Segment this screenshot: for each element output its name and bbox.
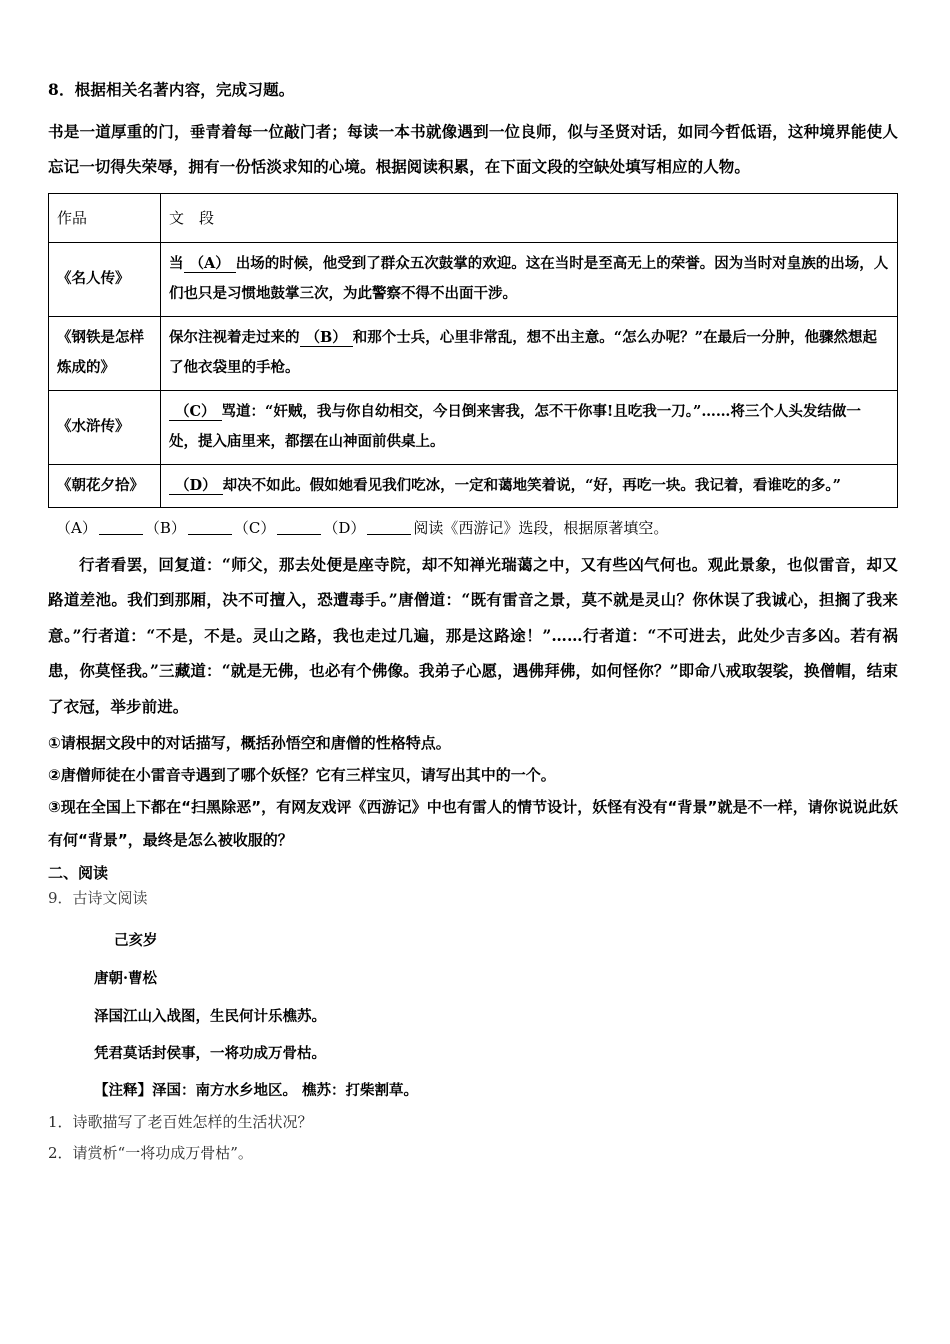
section-2-heading: 二、阅读 (48, 863, 109, 882)
sub-question-3: ③现在全国上下都在“扫黑除恶”，有网友戏评《西游记》中也有雷人的情节设计，妖怪有没有“背景”就是不一样，请你说说此妖有何“背景”，最终是怎么被收服的？ (48, 798, 898, 849)
passage-text-after: 骂道：“奸贼，我与你自幼相交，今日倒来害我，怎不干你事!且吃我一刀。”……将三个人头发结做一处，提入庙里来，都摆在山神面前供桌上。 (169, 402, 861, 451)
poem-note: 【注释】泽国：南方水乡地区。 樵苏：打柴割草。 (94, 1082, 419, 1100)
poem-author: 唐朝·曹松 (94, 969, 158, 987)
poem-block (48, 922, 898, 1073)
question-8-heading: 8．根据相关名著内容，完成习题。 (48, 80, 295, 99)
answer-blank-a[interactable] (99, 534, 143, 535)
passage-text-before: 保尔注视着走过来的 (169, 328, 300, 346)
table-cell-work: 《朝花夕拾》 (49, 464, 161, 507)
table-header-work: 作品 (49, 194, 161, 243)
passage-text-before: 当 (169, 255, 184, 272)
table-cell-work: 《钢铁是怎样炼成的》 (49, 316, 161, 390)
poem-question-1: 1．诗歌描写了老百姓怎样的生活状况？ (48, 1112, 313, 1131)
poem-line-2: 凭君莫话封侯事，一将功成万骨枯。 (94, 1045, 326, 1063)
blank-label-b: （B） (144, 519, 186, 538)
passage-text-after: 却决不如此。假如她看见我们吃冰，一定和蔼地笑着说，“好，再吃一块。我记着，看谁吃的多。” (222, 476, 842, 494)
answer-blanks-line (48, 514, 898, 543)
answer-blank-c[interactable] (277, 534, 321, 535)
table-cell-passage (161, 316, 898, 390)
answer-blank-d[interactable] (367, 534, 411, 535)
passage-text-after: 和那个士兵，心里非常乱，想不出主意。“怎么办呢？”在最后一分肿，他骤然想起了他衣袋里的手枪。 (169, 328, 877, 377)
sub-question-2: ②唐僧师徒在小雷音寺遇到了哪个妖怪？它有三样宝贝，请写出其中的一个。 (48, 766, 556, 785)
passage-blank-b: （B） (300, 329, 353, 347)
blank-label-a: （A） (56, 519, 97, 538)
table-cell-work: 《水浒传》 (49, 390, 161, 464)
table-cell-passage (161, 390, 898, 464)
poem-title: 己亥岁 (114, 932, 158, 950)
table-row (49, 243, 898, 317)
question-9-heading: 9．古诗文阅读 (48, 889, 148, 908)
sub-question-1: ①请根据文段中的对话描写，概括孙悟空和唐僧的性格特点。 (48, 733, 451, 752)
table-row (49, 316, 898, 390)
table-cell-work: 《名人传》 (49, 243, 161, 317)
answer-blank-b[interactable] (188, 534, 232, 535)
blank-label-d: （D） (323, 519, 366, 538)
blanks-trailing-text: 阅读《西游记》选段，根据原著填空。 (413, 519, 669, 538)
poem-line-1: 泽国江山入战图，生民何计乐樵苏。 (94, 1007, 326, 1025)
passage-blank-d: （D） (169, 477, 223, 495)
passage-text-after: 出场的时候，他受到了群众五次鼓掌的欢迎。这在当时是至高无上的荣誉。因为当时对皇族的出场，人们也只是习惯地鼓掌三次，为此警察不得不出面干涉。 (169, 255, 889, 303)
table-header-row (49, 194, 898, 243)
table-cell-passage (161, 464, 898, 507)
works-table (48, 193, 898, 508)
poem-question-2: 2．请赏析“一将功成万骨枯”。 (48, 1144, 253, 1163)
xiyouji-excerpt: 行者看罢，回复道：“师父，那去处便是座寺院，却不知禅光瑞蔼之中，又有些凶气何也。观此景象，也似雷音，却又路道差池。我们到那厢，决不可擅入，恐遭毒手。”唐僧道：“既有雷音之景，莫不就是灵山？你休误了我诚心，担搁了我来意。”行者道：“不是，不是。灵山之路，我也走过几遍，那是这路途！”……行者道：“不可进去，此处少吉多凶。若有祸患，你莫怪我。”三藏道：“就是无佛，也必有个佛像。我弟子心愿，遇佛拜佛，如何怪你？”即命八戒取袈裟，换僧帽，结束了衣冠，举步前进。 (48, 554, 898, 717)
table-row (49, 464, 898, 507)
table-cell-passage (161, 243, 898, 317)
table-row (49, 390, 898, 464)
page-content (48, 78, 898, 1170)
question-8-lead-paragraph: 书是一道厚重的门，垂青着每一位敲门者；每读一本书就像遇到一位良师，似与圣贤对话，如同今哲低语，这种境界能使人忘记一切得失荣辱，拥有一份恬淡求知的心境。根据阅读积累，在下面文段的空缺处填写相应的人物。 (48, 122, 898, 177)
blank-label-c: （C） (233, 519, 276, 538)
passage-blank-c: （C） (169, 403, 222, 421)
table-header-passage: 文 段 (161, 194, 898, 243)
passage-blank-a: （A） (184, 255, 236, 273)
